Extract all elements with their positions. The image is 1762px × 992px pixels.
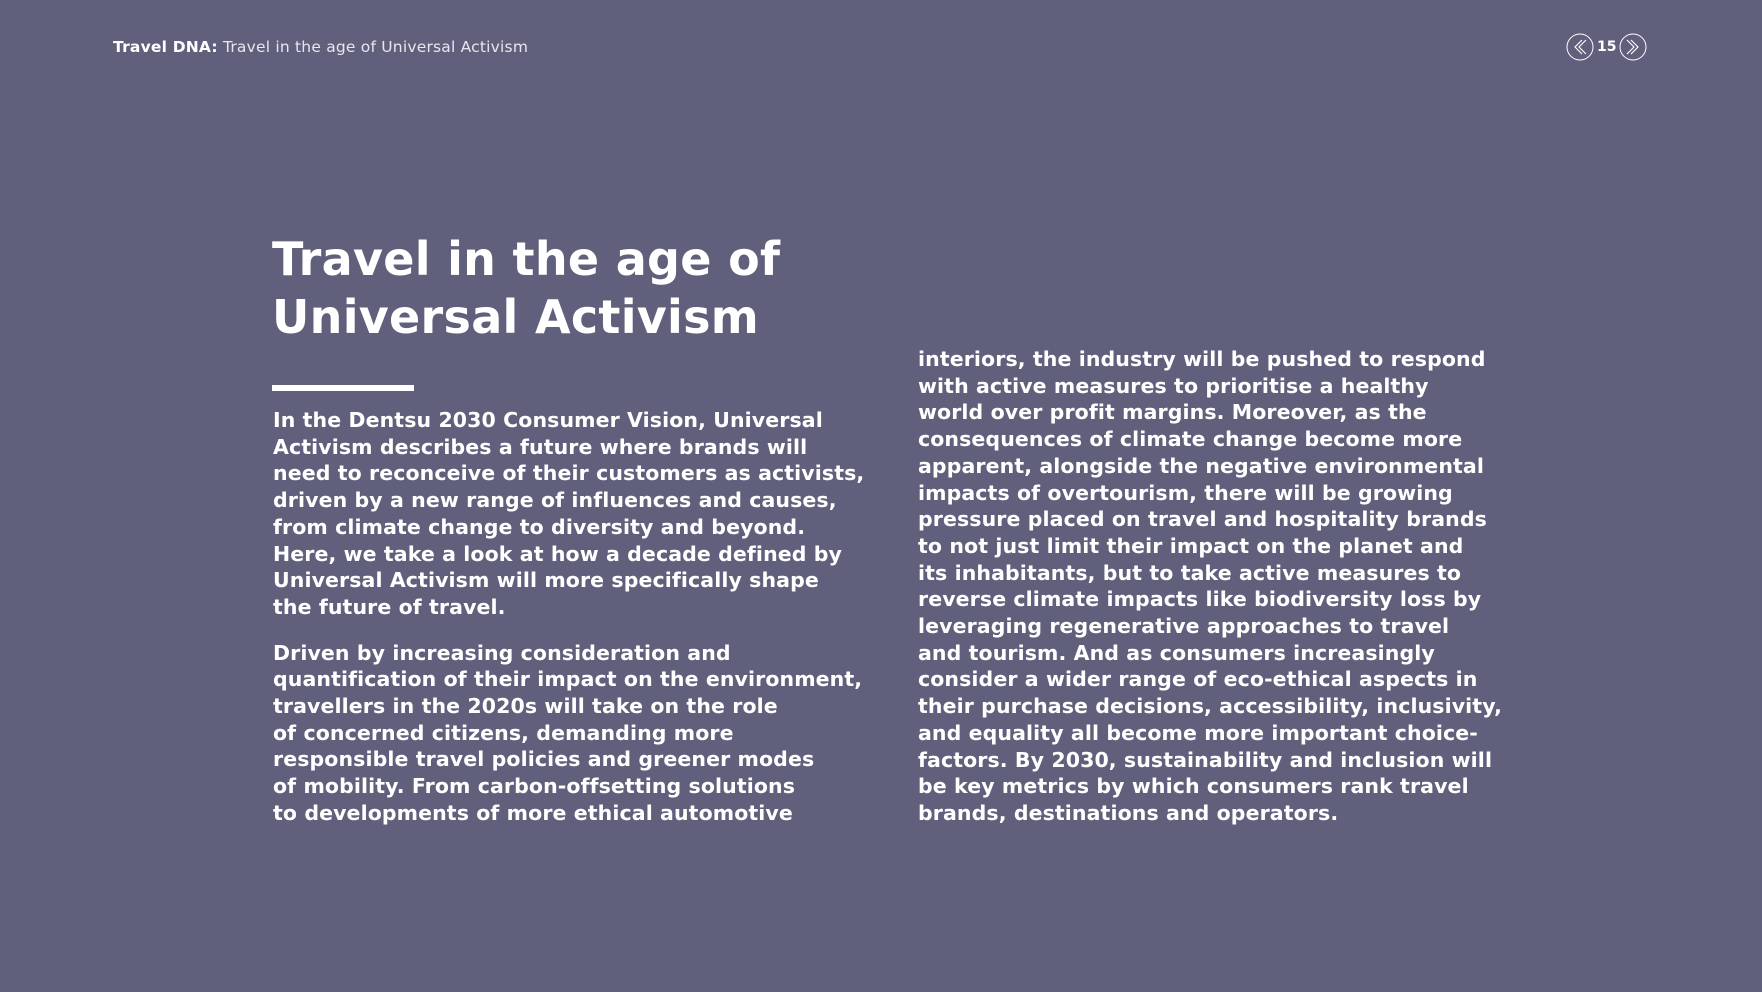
- text-line: factors. By 2030, sustainability and inclusion will: [918, 747, 1493, 772]
- intro-paragraph: [273, 407, 865, 621]
- chevron-left-icon: [1566, 33, 1594, 61]
- text-line: need to reconceive of their customers as activists,: [273, 461, 865, 486]
- text-line: interiors, the industry will be pushed to respond: [918, 347, 1486, 371]
- text-line: Driven by increasing consideration and: [273, 640, 731, 665]
- text-line: leveraging regenerative approaches to travel: [918, 614, 1450, 639]
- title-line: Universal Activism: [272, 290, 760, 344]
- text-line: impacts of overtourism, there will be growing: [918, 480, 1453, 505]
- title-line: Travel in the age of: [272, 232, 781, 286]
- text-line: Activism describes a future where brands will: [273, 434, 808, 459]
- text-line: responsible travel policies and greener modes: [273, 747, 815, 772]
- page-title: [272, 230, 832, 346]
- text-line: of concerned citizens, demanding more: [273, 720, 734, 745]
- text-line: consequences of climate change become more: [918, 427, 1463, 452]
- text-line: to developments of more ethical automotive: [273, 800, 793, 825]
- text-line: their purchase decisions, accessibility, inclusivity,: [918, 694, 1502, 719]
- text-line: with active measures to prioritise a healthy: [918, 373, 1429, 398]
- text-line: and tourism. And as consumers increasingly: [918, 640, 1435, 665]
- running-header: [113, 38, 528, 56]
- text-line: world over profit margins. Moreover, as the: [918, 400, 1427, 425]
- text-line: its inhabitants, but to take active measures to: [918, 560, 1462, 585]
- next-page-button[interactable]: [1619, 33, 1647, 61]
- title-divider: [272, 385, 414, 391]
- body-paragraph: [273, 640, 863, 827]
- body-paragraph-continued: [918, 346, 1502, 827]
- header-page-title: Travel in the age of Universal Activism: [222, 38, 529, 56]
- text-line: consider a wider range of eco-ethical aspects in: [918, 667, 1478, 692]
- text-line: be key metrics by which consumers rank travel: [918, 774, 1469, 799]
- text-line: and equality all become more important choice-: [918, 720, 1478, 745]
- page-navigation: [1566, 32, 1647, 62]
- text-line: of mobility. From carbon-offsetting solutions: [273, 774, 796, 799]
- text-line: Universal Activism will more specifically shape: [273, 568, 819, 593]
- text-line: driven by a new range of influences and causes,: [273, 488, 837, 513]
- header-section-label: Travel DNA:: [113, 38, 218, 56]
- text-line: the future of travel.: [273, 594, 506, 619]
- text-line: travellers in the 2020s will take on the role: [273, 694, 778, 719]
- left-text-column: [273, 407, 865, 827]
- text-line: pressure placed on travel and hospitality brands: [918, 507, 1487, 532]
- text-line: quantification of their impact on the environment,: [273, 667, 863, 692]
- page-number: 15: [1597, 39, 1617, 55]
- text-line: from climate change to diversity and beyond.: [273, 514, 806, 539]
- right-text-column: [918, 346, 1502, 827]
- text-line: reverse climate impacts like biodiversity loss by: [918, 587, 1482, 612]
- chevron-right-icon: [1619, 33, 1647, 61]
- text-line: Here, we take a look at how a decade defined by: [273, 541, 843, 566]
- text-line: apparent, alongside the negative environmental: [918, 453, 1484, 478]
- previous-page-button[interactable]: [1566, 33, 1594, 61]
- text-line: In the Dentsu 2030 Consumer Vision, Universal: [273, 408, 823, 432]
- text-line: brands, destinations and operators.: [918, 800, 1339, 825]
- text-line: to not just limit their impact on the planet and: [918, 533, 1464, 558]
